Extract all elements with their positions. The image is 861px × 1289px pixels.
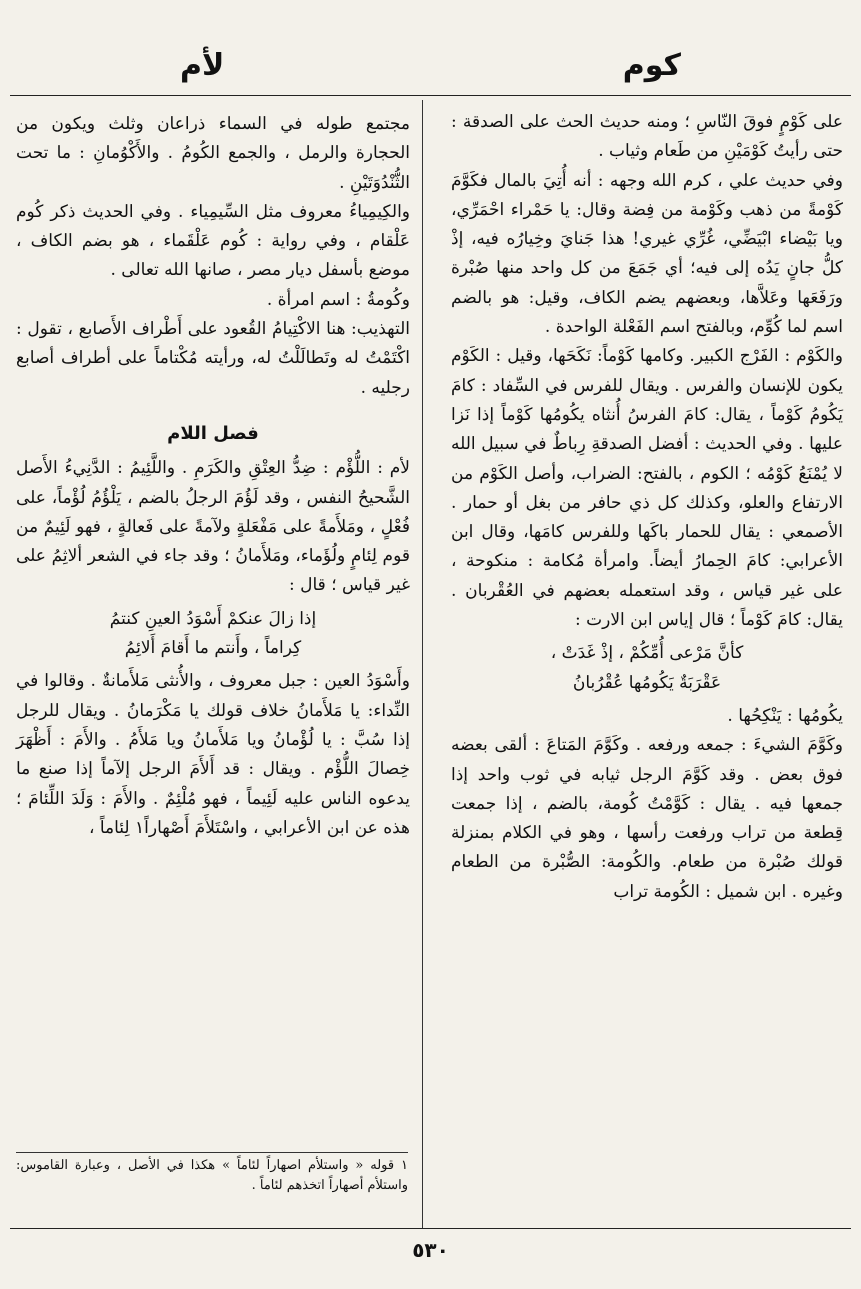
right-paragraph: يكُومُها : يَنْكِحُها . [727, 705, 843, 726]
left-column [16, 110, 410, 843]
right-paragraph: وفي حديث علي ، كرم الله وجهه : أنه أُتِيَ بالمال فكَوَّمَ كَوْمةً من ذهب وكَوْمة من فِضة وقال: يا حَمْراء احْمَرِّي، ويا بَيْضاء ابْيَضِّي، غُرِّي غيري! هذا جَنايَ وخِيارُه فيه، إذْ كلُّ جانٍ يَدُه إلى فيه؛ أي جَمَعَ من كل واحد منها صُبْرة ورَفَعَها وعَلاَّها، وبعضهم يضم الكاف، وقيل: هو بالضم اسم لما كُوِّم، وبالفتح اسم الفَعْلة الواحدة . [451, 170, 843, 338]
left-paragraph: وكُومةُ : اسم امرأة . [266, 289, 410, 310]
right-paragraph: والكَوْم : الفَرْج الكبير. وكامها كَوْماً: نَكَحَها، وقيل : الكَوْم يكون للإنسان والفرس . ويقال للفرس في السِّفاد : كامَ يَكُومُ كَوْماً ، يقال: كامَ الفرسُ أُنثاه يكُومُها كَوْماً إذا نَزا عليها . وفي الحديث : أفضل الصدقةِ رِباطٌ في سبيل الله لا يُمْنَعُ كَوْمُه ؛ الكوم ، بالفتح: الضراب، وأصل الكَوْم من الارتفاع والعلو، وكذلك كل ذي حافر من بغل أو حمار . الأصمعي : يقال للحمار باكَها وللفرس كامَها، وقال ابن الأعرابي: كامَ الحِمارُ أيضاً. وامرأة مُكامة : منكوحة ، على غير قياس ، وقد استعمله بعضهم في العُقْربان . يقال: كامَ كَوْماً ؛ قال إياس ابن الارت : [451, 346, 843, 631]
top-rule [10, 95, 851, 96]
left-paragraph: التهذيب: هنا الاكْتِيامُ القُعود على أَطْراف الأَصابع ، تقول : اكْتَمْتُ له وتَطالَلْتُ له، ورأيته مُكْتاماً على أطراف أصابع رجليه . [16, 319, 410, 398]
verse-line: كأنَّ مَرْعى أُمِّكُمْ ، إذْ غَدَتْ ، [550, 643, 744, 664]
right-paragraph: على كَوْمٍ فوقَ النّاسِ ؛ ومنه حديث الحث على الصدقة : حتى رأيتُ كَوْمَيْنِ من طَعام وثياب . [451, 112, 843, 162]
section-title: فصل اللام [167, 422, 259, 444]
left-paragraph: والكِيمِياءُ معروف مثل السِّيمِياء . وفي الحديث ذكر كُوم عَلْقام ، وفي رواية : كُوم عَلْقَماء ، هو بضم الكاف ، موضع بأسفل ديار مصر ، صانها الله تعالى . [16, 201, 410, 281]
footnote-rule [16, 1152, 408, 1153]
verse-line: إذا زالَ عنكمْ أَسْوَدُ العينِ كنتمُ [109, 608, 317, 629]
verse [451, 639, 843, 698]
verse [16, 605, 410, 664]
left-paragraph: لأم : اللُّؤْم : ضِدُّ العِتْقِ والكَرَمِ . واللَّئِيمُ : الدَّنِيءُ الأَصل الشَّحيحُ النفس ، وقد لَؤُمَ الرجلُ بالضم ، يَلْؤُمُ لُؤْماً، على فُعْلٍ ، ومَلأَمةً على مَفْعَلةٍ ولآمةً على فَعالةٍ ، فهو لَئِيمٌ من قوم لِئامٍ ولُؤَماء، ومَلأَمانُ ؛ وقد جاء في الشعر ألاثِمُ على غير قياس ؛ قال : [16, 458, 410, 596]
bottom-rule [10, 1228, 851, 1229]
right-paragraph: وكَوَّمَ الشيءَ : جمعه ورفعه . وكَوَّمَ المَتاعَ : ألقى بعضه فوق بعض . وقد كَوَّمَ الرجل ثيابه في ثوب واحد إذا جمعها فيه . يقال : كَوَّمْتُ كُومة، بالضم ، إذا جمعت قِطعة من تراب ورفعت رأسها ، وهو في الكلام بمنزلة قولك صُبْرة من طعام. والكُومة: الصُّبْرة من الطعام وغيره . ابن شميل : الكُومة تراب [451, 735, 843, 902]
verse-line: عَقْرَبَةٌ يَكُومُها عُقْرُبانُ [572, 672, 722, 693]
footnote: ١ قوله « واستلأم اصهاراً لئاماً » هكذا في الأصل ، وعبارة القاموس: واستلأم أصهاراً اتخذهم لئاماً . [16, 1158, 408, 1193]
page-header-left: لأم [180, 48, 225, 83]
column-divider [422, 100, 423, 1228]
left-paragraph: وأَسْوَدُ العين : جبل معروف ، والأُنثى مَلأَمانةٌ . وقالوا في النِّداء: يا مَلأَمانُ خلاف قولك يا مَكْرَمانُ . ويقال للرجل إذا سُبَّ : يا لُؤْمانُ ويا مَلأَمانُ ويا مَلأَمُ . والأَمَ : أَظْهَرَ خِصالَ اللُّؤْم . ويقال : قد أَلأَمَ الرجل إلآماً إذا صنع ما يدعوه الناس عليه لَئِيماً ، فهو مُلْئِمٌ . والأَمَ : وَلَدَ اللِّئامَ ؛ هذه عن ابن الأعرابي ، واسْتَلأَمَ أَصْهاراً١ لِئاماً ، [16, 671, 410, 838]
right-column [451, 108, 843, 907]
left-paragraph: مجتمع طوله في السماء ذراعان وثلث ويكون من الحجارة والرمل ، والجمع الكُومُ . والأَكْوُمانِ : ما تحت الثُّنْدُوَتَيْنِ . [16, 114, 410, 193]
page-header-right: كوم [622, 48, 681, 83]
page-number: ٥٣٠ [412, 1238, 449, 1262]
verse-line: كِراماً ، وأَنتم ما أَقامَ أَلائِمُ [124, 638, 302, 659]
